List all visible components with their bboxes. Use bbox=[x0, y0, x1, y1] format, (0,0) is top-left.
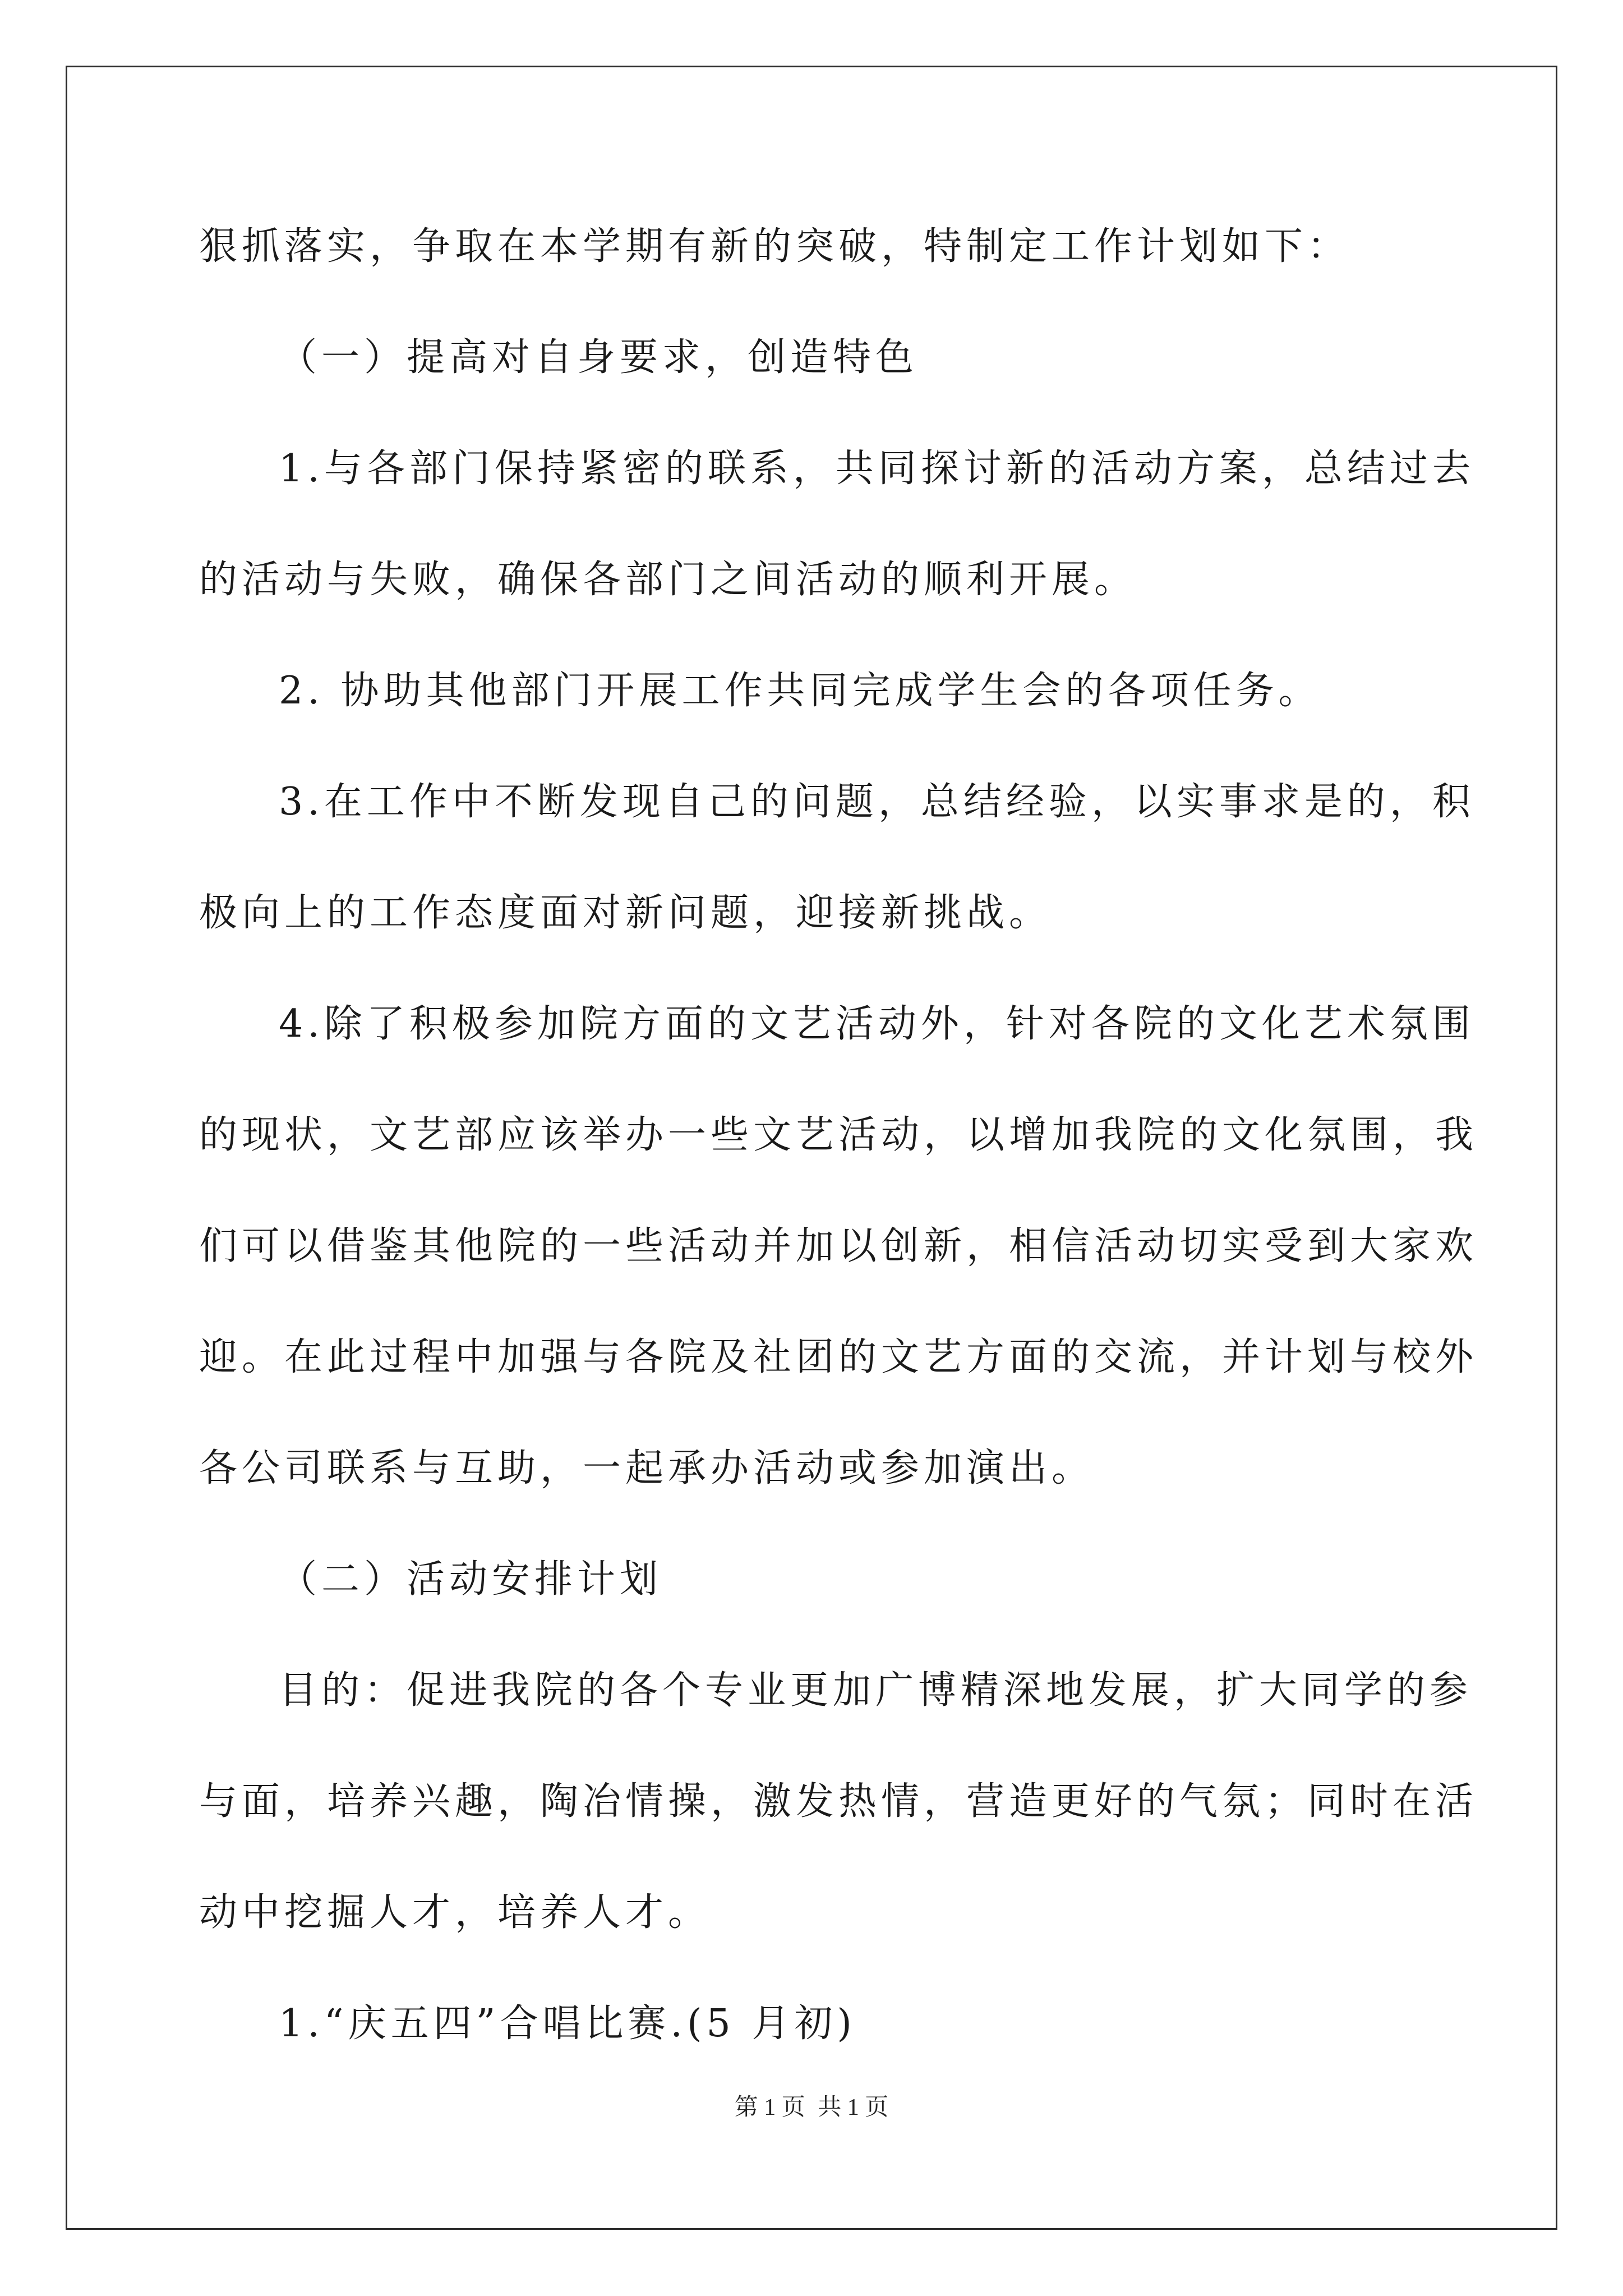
section-heading-2: （二）活动安排计划 bbox=[279, 1557, 663, 1602]
page-footer bbox=[0, 2093, 1623, 2122]
activity-item-1: 1.“庆五四”合唱比赛.(5 月初) bbox=[279, 2001, 856, 2046]
purpose-paragraph: 目的：促进我院的各个专业更加广博精深地发展，扩大同学的参 bbox=[279, 1668, 1473, 1713]
paragraph-line: 与面，培养兴趣，陶冶情操，激发热情，营造更好的气氛；同时在活 bbox=[199, 1779, 1478, 1824]
paragraph-line: 狠抓落实，争取在本学期有新的突破，特制定工作计划如下： bbox=[199, 224, 1350, 269]
paragraph-line: 们可以借鉴其他院的一些活动并加以创新，相信活动切实受到大家欢 bbox=[199, 1224, 1478, 1268]
page-number: 第 1 页 bbox=[734, 2095, 805, 2120]
list-item-2: 2. 协助其他部门开展工作共同完成学生会的各项任务。 bbox=[279, 669, 1321, 713]
paragraph-line: 的活动与失败，确保各部门之间活动的顺利开展。 bbox=[199, 558, 1137, 602]
section-heading-1: （一）提高对自身要求，创造特色 bbox=[279, 335, 919, 380]
page-total: 共 1 页 bbox=[818, 2095, 889, 2120]
paragraph-line: 各公司联系与互助，一起承办活动或参加演出。 bbox=[199, 1446, 1095, 1490]
paragraph-line: 的现状，文艺部应该举办一些文艺活动，以增加我院的文化氛围，我 bbox=[199, 1113, 1478, 1157]
paragraph-line: 极向上的工作态度面对新问题，迎接新挑战。 bbox=[199, 891, 1052, 935]
list-item-3: 3.在工作中不断发现自己的问题，总结经验，以实事求是的，积 bbox=[279, 780, 1475, 824]
list-item-4: 4.除了积极参加院方面的文艺活动外，针对各院的文化艺术氛围 bbox=[279, 1002, 1475, 1046]
paragraph-line: 迎。在此过程中加强与各院及社团的文艺方面的交流，并计划与校外 bbox=[199, 1335, 1478, 1379]
paragraph-line: 动中挖掘人才，培养人才。 bbox=[199, 1890, 711, 1935]
list-item-1: 1.与各部门保持紧密的联系，共同探讨新的活动方案，总结过去 bbox=[279, 447, 1475, 491]
